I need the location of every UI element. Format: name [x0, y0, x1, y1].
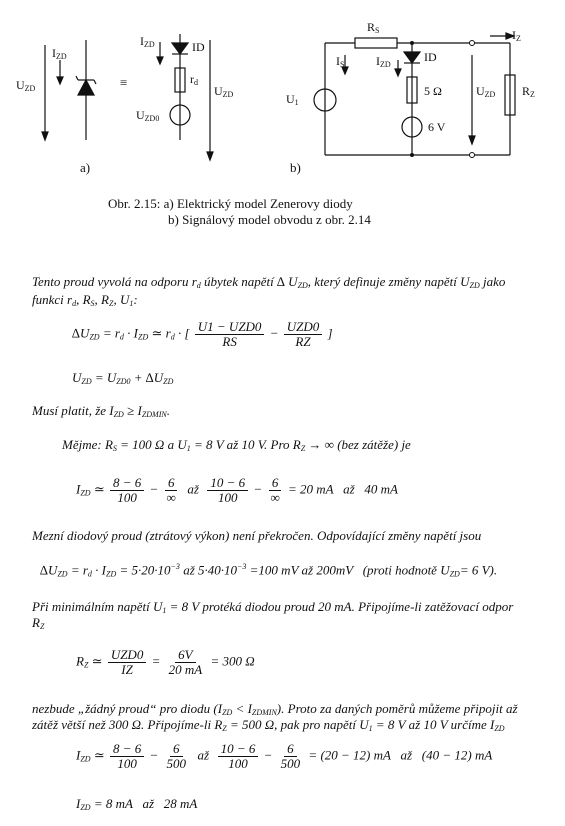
label-uzd-a: $U_{ZD}$: [16, 78, 36, 93]
para-1-line-1: Tento proud vyvolá na odporu $r_d$ úbytek napětí ∆ $U_{ZD}$, který definuje změny napětí $U_{ZD}$ jako: [32, 274, 506, 290]
para-no-current-2: zátěž větší než 300 Ω. Připojíme-li $R_Z = 500$ Ω, pak pro napětí $U_1 = 8$ V až 10 V určíme $I_{ZD}$: [32, 717, 505, 733]
para-min-voltage-1: Při minimálním napětí $U_1 = 8$ V protéká diodou proud 20 mA. Připojíme-li zatěžovací odpor: [32, 599, 514, 615]
panel-a-label: a): [80, 160, 91, 175]
para-1-line-2: funkci $r_d$, $R_S$, $R_Z$, $U_1$:: [32, 292, 138, 308]
label-izd-b: $I_{ZD}$: [140, 34, 155, 49]
label-6v: 6 V: [428, 120, 446, 134]
caption-line-2: b) Signálový model obvodu z obr. 2.14: [168, 212, 371, 227]
label-iz: $I_Z$: [512, 28, 521, 43]
para-limit: Mezní diodový proud (ztrátový výkon) není překročen. Odpovídající změny napětí jsou: [32, 528, 482, 543]
label-id-b: ID: [424, 50, 437, 64]
label-u1: $U_1$: [286, 92, 299, 107]
caption-line-1: Obr. 2.15: a) Elektrický model Zenerovy diody: [108, 196, 353, 211]
label-uzd0: $U_{ZD0}$: [136, 108, 160, 123]
condition-line: Musí platit, že $I_{ZD} \ge I_{ZDMIN}$.: [32, 403, 170, 419]
label-rs: $R_S$: [367, 20, 380, 35]
para-no-current-1: nezbude „žádný proud“ pro diodu $(I_{ZD} < I_{ZDMIN})$. Proto za daných poměrů můžeme připojit až: [32, 701, 518, 717]
equation-uzd: $U_{ZD} = U_{ZD0} + \Delta U_{ZD}$: [72, 370, 174, 386]
label-izd-c: $I_{ZD}$: [376, 54, 391, 69]
equation-izd-2: $I_{ZD}$ ≃ $\frac{8 - 6}{100}$ − $\frac{6}{500}$ až $\frac{10 - 6}{100}$ − $\frac{6}{500}$ = (20 − 12) mA až (40 − 12) mA: [76, 741, 493, 771]
equation-izd-result: $I_{ZD} = 8$ mA až 28 mA: [76, 796, 198, 812]
label-rz: $R_Z$: [522, 84, 535, 99]
label-5ohm: 5 Ω: [424, 84, 442, 98]
label-rd: $r_d$: [190, 72, 198, 87]
para-min-voltage-2: $R_Z$: [32, 615, 45, 631]
equation-izd-1: $I_{ZD}$ ≃ $\frac{8 - 6}{100}$ − $\frac{6}{\infty}$ až $\frac{10 - 6}{100}$ − $\frac{6}{\infty}$ = 20 mA až 40 mA: [76, 475, 399, 505]
label-is: $I_S$: [336, 54, 345, 69]
label-id-a: ID: [192, 40, 205, 54]
label-uzd-eq: $U_{ZD}$: [214, 84, 234, 99]
equation-delta-uzd: $\Delta U_{ZD} = r_d \cdot I_{ZD}$ ≃ $r_d$ · [ $\frac{\text{U1 − UZD0}}{RS}$ − $\frac{\text{UZD0}}{RZ}$ ]: [72, 319, 333, 349]
label-uzd-b: $U_{ZD}$: [476, 84, 496, 99]
equation-rz: $R_Z$ ≃ $\frac{\text{UZD0}}{IZ}$ = $\frac{6V}{20 mA}$ = 300 Ω: [76, 647, 255, 677]
equation-delta-u: $\Delta U_{ZD} = r_d \cdot I_{ZD} = 5\cdot 20\cdot 10^{-3}$ až $5\cdot 40\cdot 10^{-3} =100$ mV až 200mV (proti hodnotě $U_{ZD}= 6$ V).: [40, 562, 498, 579]
label-izd-a: $I_{ZD}$: [52, 46, 67, 61]
panel-b-label: b): [290, 160, 301, 175]
equiv-symbol: ≡: [120, 75, 128, 90]
given-values: Mějme: $R_S = 100$ Ω a $U_1 = 8$ V až 10 V. Pro $R_Z$ → ∞ (bez zátěže) je: [62, 437, 411, 453]
